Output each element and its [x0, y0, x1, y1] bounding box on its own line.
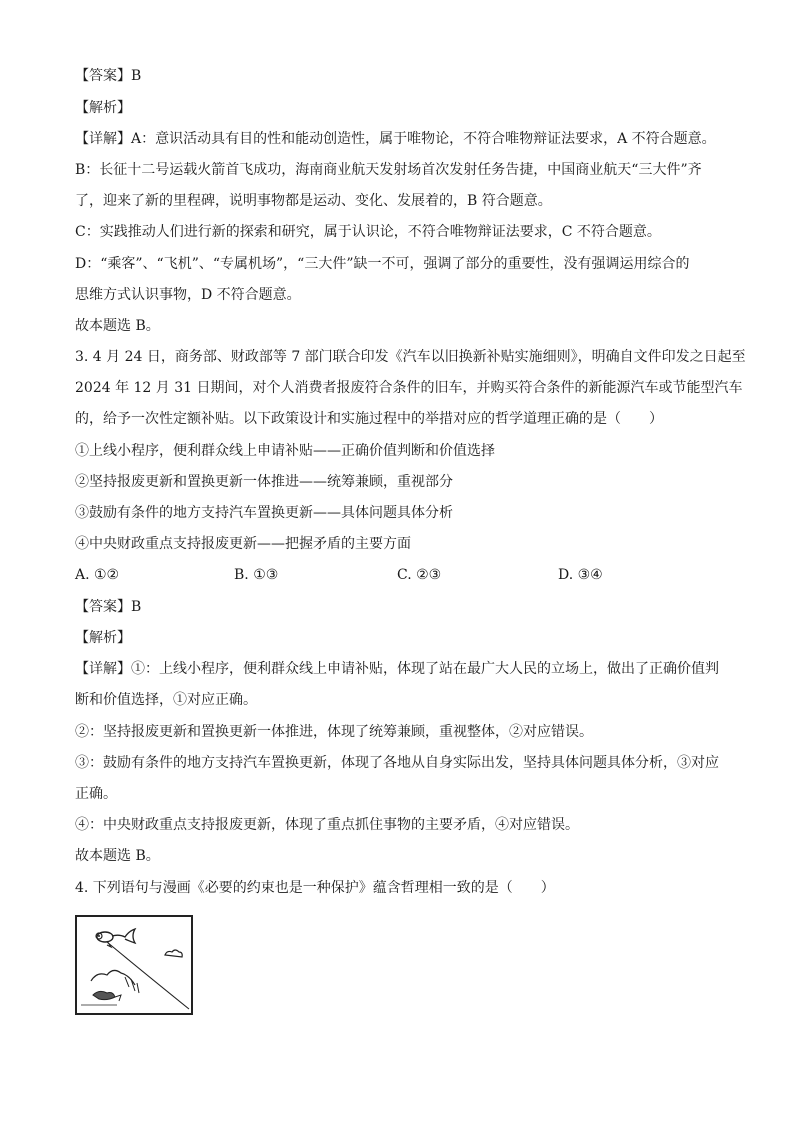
q3-option-a: A. ①②: [75, 567, 120, 583]
q2-detail-line: 了，迎来了新的里程碑，说明事物都是运动、变化、发展着的，B 符合题意。: [75, 193, 552, 209]
q3-option-d: D. ③④: [558, 567, 603, 583]
q3-item: ②坚持报废更新和置换更新一体推进——统筹兼顾，重视部分: [75, 474, 453, 490]
q3-detail-line: 断和价值选择，①对应正确。: [75, 692, 257, 708]
q3-detail-line: 【详解】①：上线小程序，便利群众线上申请补贴，体现了站在最广大人民的立场上，做出了正确价值判: [75, 661, 719, 677]
q3-stem-line: 的，给予一次性定额补贴。以下政策设计和实施过程中的举措对应的哲学道理正确的是（ ）: [75, 411, 663, 427]
q3-option-c: C. ②③: [397, 567, 442, 583]
kite-cartoon-drawing: [77, 917, 191, 1013]
q3-detail-line: ③：鼓励有条件的地方支持汽车置换更新，体现了各地从自身实际出发，坚持具体问题具体分析，③对应: [75, 755, 719, 771]
q2-answer: 【答案】B: [75, 68, 142, 84]
q3-item: ③鼓励有条件的地方支持汽车置换更新——具体问题具体分析: [75, 505, 453, 521]
q2-detail-line: D：“乘客”、“飞机”、“专属机场”，“三大件”缺一不可，强调了部分的重要性，没有强调运用综合的: [75, 256, 690, 272]
q3-item: ④中央财政重点支持报废更新——把握矛盾的主要方面: [75, 536, 411, 552]
q2-analysis-label: 【解析】: [75, 100, 131, 116]
q3-stem-line: 3. 4 月 24 日，商务部、财政部等 7 部门联合印发《汽车以旧换新补贴实施细则》，明确自文件印发之日起至: [75, 349, 746, 365]
q2-detail-line: 【详解】A：意识活动具有目的性和能动创造性，属于唯物论，不符合唯物辩证法要求，A 不符合题意。: [75, 131, 716, 147]
q2-conclusion: 故本题选 B。: [75, 318, 160, 334]
q3-analysis-label: 【解析】: [75, 630, 131, 646]
q3-item: ①上线小程序，便利群众线上申请补贴——正确价值判断和价值选择: [75, 443, 495, 459]
q3-detail-line: ④：中央财政重点支持报废更新，体现了重点抓住事物的主要矛盾，④对应错误。: [75, 817, 579, 833]
q3-detail-line: 正确。: [75, 786, 117, 802]
q2-detail-line: 思维方式认识事物，D 不符合题意。: [75, 287, 301, 303]
q2-detail-line: C：实践推动人们进行新的探索和研究，属于认识论，不符合唯物辩证法要求，C 不符合题意。: [75, 224, 661, 240]
q4-stem: 4. 下列语句与漫画《必要的约束也是一种保护》蕴含哲理相一致的是（ ）: [75, 880, 555, 896]
cartoon-image: [75, 915, 193, 1015]
q3-stem-line: 2024 年 12 月 31 日期间，对个人消费者报废符合条件的旧车，并购买符合条件的新能源汽车或节能型汽车: [75, 380, 743, 396]
q3-conclusion: 故本题选 B。: [75, 848, 160, 864]
q3-detail-line: ②：坚持报废更新和置换更新一体推进，体现了统筹兼顾，重视整体，②对应错误。: [75, 724, 593, 740]
q2-detail-line: B：长征十二号运载火箭首飞成功，海南商业航天发射场首次发射任务告捷，中国商业航天“三大件”齐: [75, 162, 702, 178]
q3-answer: 【答案】B: [75, 599, 142, 615]
q3-option-b: B. ①③: [234, 567, 279, 583]
